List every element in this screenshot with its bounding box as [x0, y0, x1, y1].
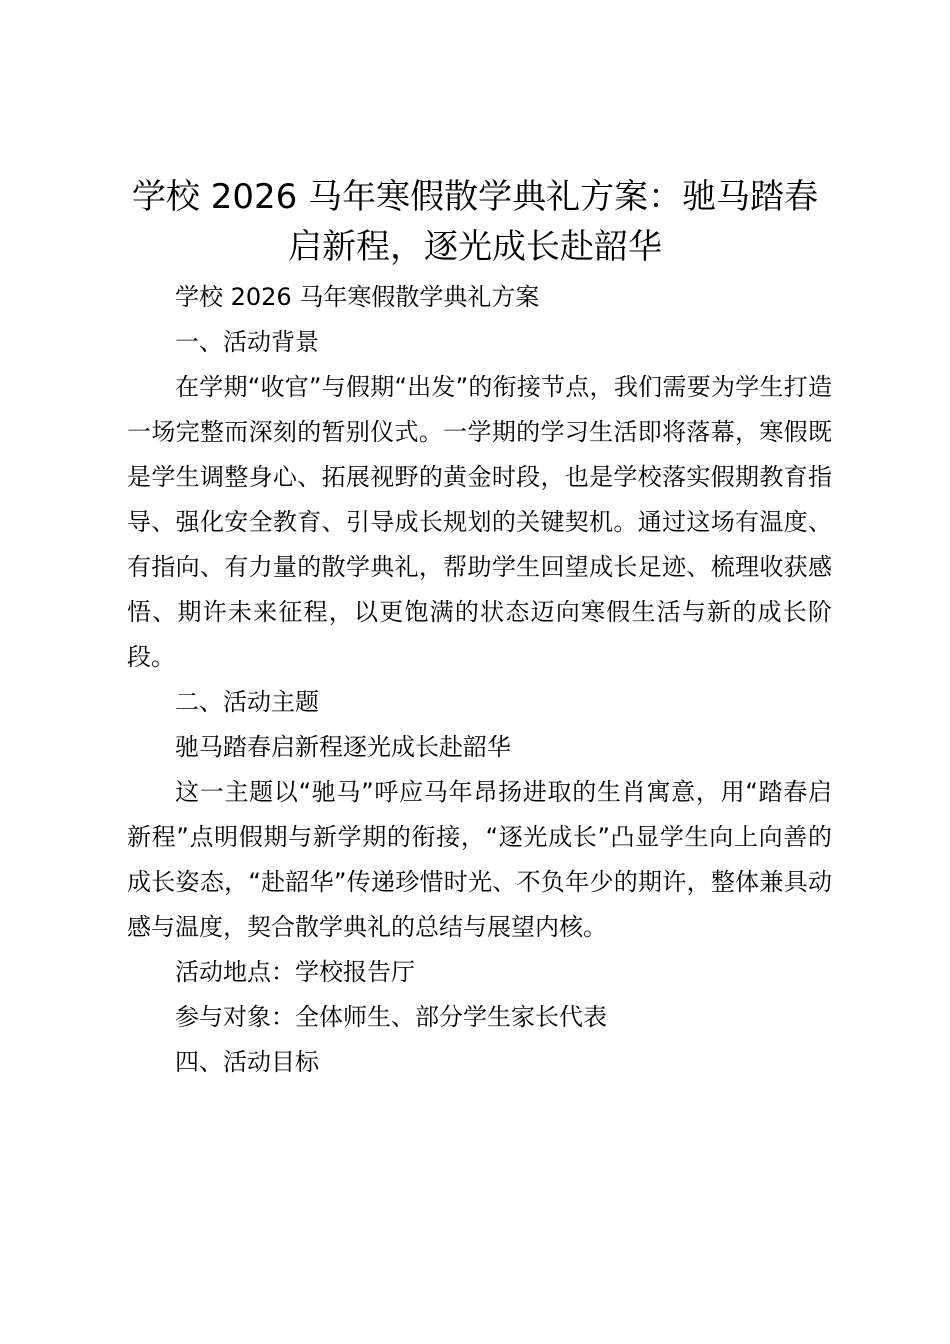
background-paragraph: 在学期“收官”与假期“出发”的衔接节点，我们需要为学生打造一场完整而深刻的暂别仪式。一学期的学习生活即将落幕，寒假既是学生调整身心、拓展视野的黄金时段，也是学校落实假期教育指导、强化安全教育、引导成长规划的关键契机。通过这场有温度、有指向、有力量的散学典礼，帮助学生回望成长足迹、梳理收获感悟、期许未来征程，以更饱满的状态迈向寒假生活与新的成长阶段。 — [127, 373, 832, 671]
participants-line: 参与对象：全体师生、部分学生家长代表 — [175, 1003, 607, 1031]
section-heading-goals: 四、活动目标 — [175, 1048, 319, 1076]
document-body — [127, 275, 832, 1085]
venue-line: 活动地点：学校报告厅 — [175, 958, 415, 986]
section-heading-background: 一、活动背景 — [175, 328, 319, 356]
theme-paragraph: 这一主题以“驰马”呼应马年昂扬进取的生肖寓意，用“踏春启新程”点明假期与新学期的衔接，“逐光成长”凸显学生向上向善的成长姿态，“赴韶华”传递珍惜时光、不负年少的期许，整体兼具动感与温度，契合散学典礼的总结与展望内核。 — [127, 778, 832, 941]
document-title: 学校 2026 马年寒假散学典礼方案：驰马踏春启新程，逐光成长赴韶华 — [131, 177, 819, 267]
theme-line: 驰马踏春启新程逐光成长赴韶华 — [175, 733, 511, 761]
section-heading-theme: 二、活动主题 — [175, 688, 319, 716]
plan-subtitle: 学校 2026 马年寒假散学典礼方案 — [175, 283, 540, 311]
